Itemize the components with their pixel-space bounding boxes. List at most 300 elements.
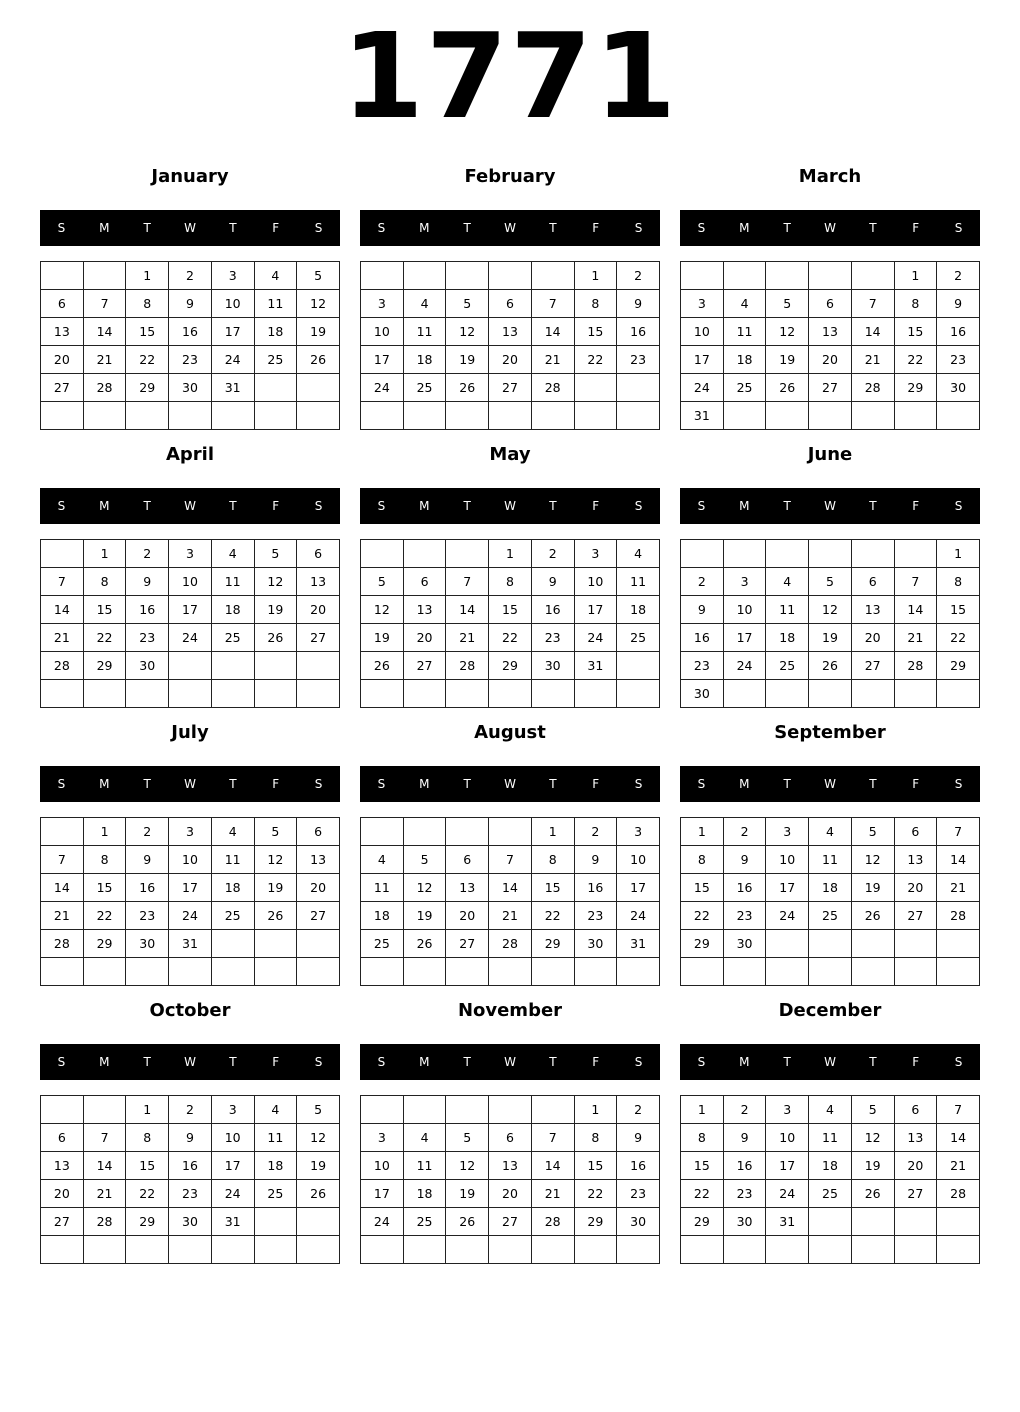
day-cell <box>446 402 489 430</box>
day-cell: 10 <box>361 1152 404 1180</box>
week-row <box>681 540 980 568</box>
day-cell <box>617 402 660 430</box>
week-row <box>681 262 980 290</box>
day-cell: 15 <box>574 1152 617 1180</box>
day-cell <box>894 958 937 986</box>
weekday-label: M <box>99 221 110 235</box>
day-cell <box>297 1236 340 1264</box>
day-cell: 1 <box>489 540 532 568</box>
day-cell: 2 <box>617 1096 660 1124</box>
day-cell <box>617 680 660 708</box>
day-cell: 5 <box>297 1096 340 1124</box>
weekday-label: S <box>377 221 386 235</box>
day-cell <box>489 818 532 846</box>
day-cell: 23 <box>937 346 980 374</box>
day-cell: 16 <box>723 1152 766 1180</box>
weekday-label: S <box>377 777 386 791</box>
day-cell: 21 <box>894 624 937 652</box>
day-cell <box>894 1208 937 1236</box>
day-cell <box>41 818 84 846</box>
day-cell: 15 <box>126 1152 169 1180</box>
day-cell <box>361 1096 404 1124</box>
day-cell: 17 <box>617 874 660 902</box>
day-cell <box>254 1208 297 1236</box>
day-cell <box>297 930 340 958</box>
day-cell: 4 <box>617 540 660 568</box>
day-cell: 9 <box>169 290 212 318</box>
day-cell: 17 <box>723 624 766 652</box>
weekday-label: S <box>954 499 963 513</box>
day-cell: 21 <box>937 874 980 902</box>
day-cell: 1 <box>681 818 724 846</box>
weekday-label: W <box>504 777 516 791</box>
day-cell: 19 <box>254 874 297 902</box>
week-row <box>361 930 660 958</box>
week-row <box>681 1096 980 1124</box>
day-cell <box>723 1236 766 1264</box>
weekday-label: W <box>824 221 836 235</box>
day-cell <box>766 262 809 290</box>
day-cell: 11 <box>254 1124 297 1152</box>
day-cell: 26 <box>254 624 297 652</box>
day-cell: 10 <box>723 596 766 624</box>
month-name: July <box>171 722 209 743</box>
week-row <box>361 1180 660 1208</box>
day-cell <box>297 1208 340 1236</box>
week-row <box>41 262 340 290</box>
day-cell: 14 <box>41 874 84 902</box>
week-row <box>681 402 980 430</box>
week-row <box>41 568 340 596</box>
day-cell: 12 <box>297 290 340 318</box>
week-row <box>41 290 340 318</box>
day-cell: 30 <box>617 1208 660 1236</box>
weekday-label: W <box>824 777 836 791</box>
day-cell <box>531 1236 574 1264</box>
day-cell: 27 <box>809 374 852 402</box>
day-cell <box>574 680 617 708</box>
day-cell <box>489 958 532 986</box>
day-cell <box>297 680 340 708</box>
day-cell: 25 <box>403 374 446 402</box>
weekday-header <box>40 210 340 246</box>
day-cell: 1 <box>83 818 126 846</box>
day-cell <box>41 1096 84 1124</box>
day-cell: 23 <box>169 346 212 374</box>
day-cell: 13 <box>489 318 532 346</box>
day-cell: 2 <box>681 568 724 596</box>
day-cell <box>489 1236 532 1264</box>
day-cell: 19 <box>851 1152 894 1180</box>
day-cell: 7 <box>489 846 532 874</box>
day-cell: 31 <box>766 1208 809 1236</box>
day-cell: 8 <box>531 846 574 874</box>
day-cell: 23 <box>617 346 660 374</box>
day-cell: 22 <box>894 346 937 374</box>
weekday-header <box>40 1044 340 1080</box>
day-cell: 29 <box>83 930 126 958</box>
day-cell: 15 <box>574 318 617 346</box>
day-cell: 10 <box>211 1124 254 1152</box>
day-cell: 20 <box>403 624 446 652</box>
day-cell: 11 <box>809 1124 852 1152</box>
day-cell: 25 <box>723 374 766 402</box>
day-cell: 10 <box>681 318 724 346</box>
day-cell: 5 <box>403 846 446 874</box>
day-cell: 28 <box>83 1208 126 1236</box>
day-cell <box>937 1236 980 1264</box>
day-cell: 3 <box>723 568 766 596</box>
day-cell: 28 <box>894 652 937 680</box>
day-grid <box>360 539 660 708</box>
day-cell: 11 <box>211 846 254 874</box>
day-cell <box>723 958 766 986</box>
day-cell: 21 <box>531 346 574 374</box>
weekday-label: S <box>634 777 643 791</box>
day-cell <box>297 652 340 680</box>
week-row <box>41 596 340 624</box>
day-cell: 9 <box>617 1124 660 1152</box>
day-cell: 5 <box>851 1096 894 1124</box>
day-cell: 6 <box>41 1124 84 1152</box>
week-row <box>41 958 340 986</box>
day-cell <box>297 374 340 402</box>
month-march <box>680 160 980 430</box>
day-grid <box>360 261 660 430</box>
day-cell: 7 <box>83 1124 126 1152</box>
day-cell: 26 <box>446 374 489 402</box>
day-cell <box>574 402 617 430</box>
day-cell: 9 <box>126 568 169 596</box>
day-cell <box>254 652 297 680</box>
day-cell: 20 <box>894 874 937 902</box>
day-cell: 17 <box>766 874 809 902</box>
week-row <box>681 846 980 874</box>
weekday-label: T <box>143 1055 151 1069</box>
day-cell: 10 <box>169 568 212 596</box>
day-cell: 3 <box>361 1124 404 1152</box>
day-cell <box>937 402 980 430</box>
day-cell <box>169 958 212 986</box>
weekday-label: S <box>954 221 963 235</box>
day-cell: 17 <box>361 1180 404 1208</box>
day-cell: 6 <box>809 290 852 318</box>
day-cell <box>937 680 980 708</box>
day-cell <box>809 402 852 430</box>
weekday-label: F <box>912 777 920 791</box>
day-cell: 2 <box>937 262 980 290</box>
day-cell: 13 <box>894 1124 937 1152</box>
day-cell: 27 <box>489 374 532 402</box>
week-row <box>681 624 980 652</box>
day-cell <box>851 540 894 568</box>
day-cell: 11 <box>766 596 809 624</box>
day-cell <box>41 680 84 708</box>
year-title: 1771 <box>341 7 679 145</box>
day-cell: 6 <box>894 1096 937 1124</box>
weekday-label: T <box>143 499 151 513</box>
day-cell <box>766 958 809 986</box>
day-cell: 18 <box>361 902 404 930</box>
day-cell <box>361 402 404 430</box>
month-name: May <box>489 444 531 465</box>
day-cell: 26 <box>851 1180 894 1208</box>
day-cell <box>403 402 446 430</box>
day-cell: 31 <box>211 1208 254 1236</box>
day-cell: 12 <box>766 318 809 346</box>
weekday-label: W <box>184 499 196 513</box>
day-cell: 12 <box>403 874 446 902</box>
day-cell: 14 <box>531 318 574 346</box>
day-cell <box>723 402 766 430</box>
week-row <box>681 1180 980 1208</box>
day-cell: 4 <box>809 818 852 846</box>
day-cell <box>851 930 894 958</box>
day-cell: 19 <box>403 902 446 930</box>
day-cell: 5 <box>297 262 340 290</box>
day-cell <box>254 680 297 708</box>
weekday-label: S <box>954 1055 963 1069</box>
day-cell: 26 <box>446 1208 489 1236</box>
day-cell <box>851 958 894 986</box>
day-cell: 5 <box>254 818 297 846</box>
day-cell: 27 <box>297 624 340 652</box>
week-row <box>361 568 660 596</box>
day-cell: 3 <box>574 540 617 568</box>
day-cell: 22 <box>531 902 574 930</box>
day-cell <box>489 262 532 290</box>
day-cell: 15 <box>681 1152 724 1180</box>
day-cell: 6 <box>446 846 489 874</box>
day-cell <box>937 958 980 986</box>
day-cell: 25 <box>809 1180 852 1208</box>
day-cell: 8 <box>574 290 617 318</box>
month-name: September <box>774 722 886 743</box>
day-cell <box>809 1236 852 1264</box>
day-cell: 16 <box>723 874 766 902</box>
day-cell: 12 <box>297 1124 340 1152</box>
day-cell: 6 <box>851 568 894 596</box>
month-april <box>40 438 340 708</box>
day-cell: 12 <box>851 1124 894 1152</box>
day-cell <box>211 930 254 958</box>
weekday-label: M <box>739 499 750 513</box>
day-cell: 4 <box>403 290 446 318</box>
month-december <box>680 994 980 1264</box>
weekday-label: F <box>272 221 280 235</box>
day-cell <box>574 958 617 986</box>
day-cell: 13 <box>446 874 489 902</box>
week-row <box>361 680 660 708</box>
day-cell: 9 <box>681 596 724 624</box>
day-cell: 29 <box>681 1208 724 1236</box>
day-cell: 15 <box>83 874 126 902</box>
day-cell <box>531 1096 574 1124</box>
day-cell: 5 <box>446 290 489 318</box>
day-cell: 4 <box>723 290 766 318</box>
weekday-label: S <box>377 499 386 513</box>
weekday-label: M <box>99 1055 110 1069</box>
day-cell: 22 <box>681 1180 724 1208</box>
day-cell <box>809 1208 852 1236</box>
day-cell <box>894 1236 937 1264</box>
day-cell: 19 <box>446 346 489 374</box>
day-cell: 11 <box>617 568 660 596</box>
day-cell: 28 <box>937 1180 980 1208</box>
month-july <box>40 716 340 986</box>
day-cell: 26 <box>361 652 404 680</box>
day-cell: 29 <box>126 1208 169 1236</box>
day-cell: 21 <box>446 624 489 652</box>
weekday-label: T <box>549 1055 557 1069</box>
day-cell <box>126 1236 169 1264</box>
day-cell: 27 <box>403 652 446 680</box>
day-cell: 13 <box>297 568 340 596</box>
day-cell <box>361 262 404 290</box>
day-cell <box>894 930 937 958</box>
week-row <box>41 346 340 374</box>
day-cell: 8 <box>126 1124 169 1152</box>
month-january <box>40 160 340 430</box>
day-cell: 11 <box>254 290 297 318</box>
day-cell <box>681 262 724 290</box>
day-cell: 10 <box>574 568 617 596</box>
day-cell <box>403 540 446 568</box>
day-cell: 30 <box>169 374 212 402</box>
day-cell: 23 <box>574 902 617 930</box>
day-cell: 18 <box>211 874 254 902</box>
month-name: April <box>165 444 215 465</box>
weekday-label: T <box>463 499 471 513</box>
weekday-header <box>360 766 660 802</box>
day-cell: 31 <box>211 374 254 402</box>
day-cell <box>83 1236 126 1264</box>
weekday-label: M <box>99 499 110 513</box>
week-row <box>41 1096 340 1124</box>
day-grid <box>680 1095 980 1264</box>
day-cell: 8 <box>574 1124 617 1152</box>
day-cell <box>723 540 766 568</box>
weekday-label: T <box>783 499 791 513</box>
month-name: October <box>149 1000 231 1021</box>
week-row <box>361 958 660 986</box>
weekday-label: S <box>57 777 66 791</box>
day-cell <box>809 680 852 708</box>
weekday-label: S <box>314 1055 323 1069</box>
day-cell: 13 <box>809 318 852 346</box>
day-cell <box>211 402 254 430</box>
weekday-header <box>40 488 340 524</box>
month-may <box>360 438 660 708</box>
day-grid <box>360 1095 660 1264</box>
week-row <box>361 1124 660 1152</box>
day-cell: 16 <box>681 624 724 652</box>
weekday-label: T <box>463 777 471 791</box>
day-cell: 1 <box>126 1096 169 1124</box>
day-cell: 29 <box>894 374 937 402</box>
day-cell: 4 <box>809 1096 852 1124</box>
weekday-header <box>360 210 660 246</box>
weekday-label: S <box>57 499 66 513</box>
day-cell: 23 <box>531 624 574 652</box>
day-cell: 16 <box>169 318 212 346</box>
weekday-label: T <box>783 1055 791 1069</box>
day-cell: 16 <box>531 596 574 624</box>
week-row <box>41 818 340 846</box>
weekday-label: T <box>143 777 151 791</box>
month-name: March <box>798 166 862 187</box>
weekday-label: W <box>184 1055 196 1069</box>
month-name: January <box>151 166 229 187</box>
day-cell <box>169 1236 212 1264</box>
day-cell <box>617 958 660 986</box>
day-cell <box>851 680 894 708</box>
day-cell: 21 <box>531 1180 574 1208</box>
day-cell: 18 <box>211 596 254 624</box>
week-row <box>361 624 660 652</box>
day-cell: 3 <box>617 818 660 846</box>
day-cell: 29 <box>126 374 169 402</box>
day-cell: 15 <box>126 318 169 346</box>
day-cell <box>361 958 404 986</box>
day-cell: 27 <box>446 930 489 958</box>
day-cell <box>937 930 980 958</box>
day-cell: 2 <box>723 818 766 846</box>
day-cell <box>403 958 446 986</box>
day-cell: 14 <box>937 1124 980 1152</box>
day-cell <box>894 680 937 708</box>
day-cell: 5 <box>446 1124 489 1152</box>
weekday-label: T <box>869 777 877 791</box>
day-cell: 8 <box>83 846 126 874</box>
day-cell: 9 <box>126 846 169 874</box>
weekday-label: S <box>697 1055 706 1069</box>
weekday-label: M <box>419 1055 430 1069</box>
day-cell: 24 <box>211 1180 254 1208</box>
day-cell: 22 <box>574 346 617 374</box>
day-cell: 15 <box>681 874 724 902</box>
day-cell <box>41 402 84 430</box>
day-cell <box>211 652 254 680</box>
day-cell: 18 <box>766 624 809 652</box>
day-cell: 3 <box>681 290 724 318</box>
day-cell <box>361 818 404 846</box>
day-cell <box>41 1236 84 1264</box>
weekday-label: F <box>272 499 280 513</box>
day-cell: 26 <box>254 902 297 930</box>
day-cell: 17 <box>169 874 212 902</box>
week-row <box>41 902 340 930</box>
week-row <box>41 1124 340 1152</box>
day-grid <box>680 817 980 986</box>
day-cell: 22 <box>83 902 126 930</box>
day-cell: 14 <box>894 596 937 624</box>
weekday-label: S <box>634 1055 643 1069</box>
weekday-label: T <box>229 221 237 235</box>
day-cell: 5 <box>766 290 809 318</box>
week-row <box>361 874 660 902</box>
day-cell: 25 <box>254 1180 297 1208</box>
week-row <box>361 318 660 346</box>
day-cell: 15 <box>894 318 937 346</box>
day-cell: 22 <box>574 1180 617 1208</box>
day-cell <box>809 930 852 958</box>
week-row <box>361 1208 660 1236</box>
day-cell: 13 <box>41 318 84 346</box>
day-cell: 20 <box>446 902 489 930</box>
day-cell <box>851 262 894 290</box>
day-cell <box>574 374 617 402</box>
